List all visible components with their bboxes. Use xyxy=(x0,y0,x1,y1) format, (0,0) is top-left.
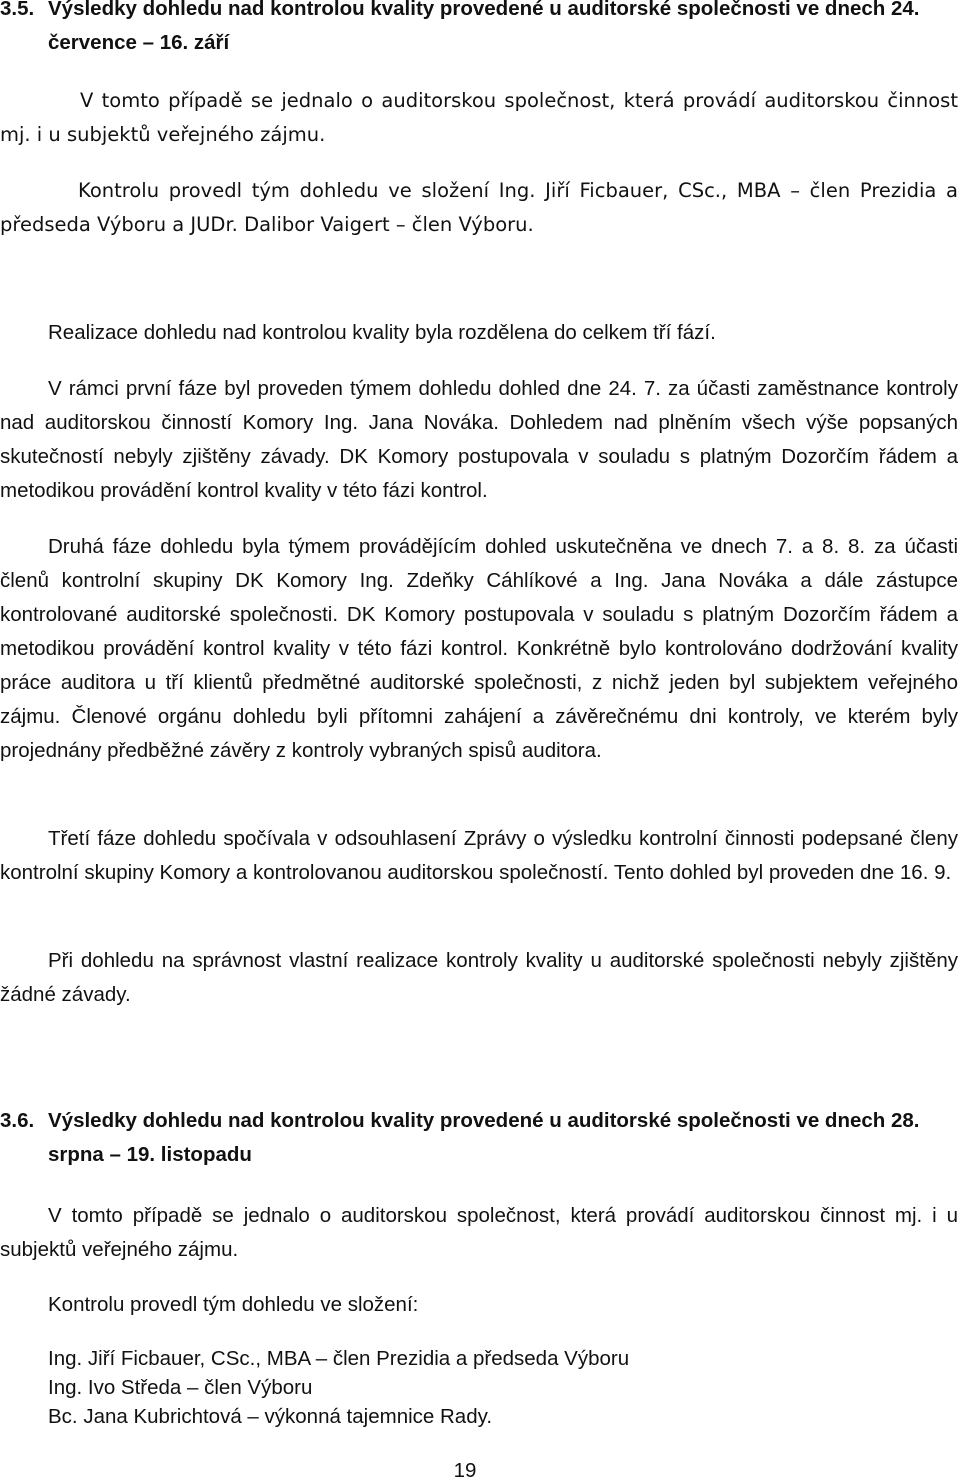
paragraph-intro: V tomto případě se jednalo o auditorskou společnost, která provádí auditorskou činnost mj. i u subjektů veřejného zájmu. xyxy=(0,89,958,146)
team-member: Ing. Jiří Ficbauer, CSc., MBA – člen Prezidia a předseda Výboru xyxy=(48,1347,630,1370)
page-number: 19 xyxy=(453,1459,477,1482)
section-heading-3-6 xyxy=(0,1104,958,1172)
section-number: 3.6. xyxy=(0,1109,35,1132)
paragraph-phase-3: Třetí fáze dohledu spočívala v odsouhlasení Zprávy o výsledku kontrolní činnosti podepsané členy kontrolní skupiny Komory a kontrolovanou auditorskou společností. Tento dohled byl proveden dne 16. 9. xyxy=(0,827,958,884)
section-title: Výsledky dohledu nad kontrolou kvality provedené u auditorské společnosti ve dnech 24. července – 16. září xyxy=(48,0,920,54)
paragraph-intro: V tomto případě se jednalo o auditorskou společnost, která provádí auditorskou činnost mj. i u subjektů veřejného zájmu. xyxy=(0,1204,958,1261)
paragraph-team-label: Kontrolu provedl tým dohledu ve složení: xyxy=(48,1293,419,1316)
paragraph-team: Kontrolu provedl tým dohledu ve složení Ing. Jiří Ficbauer, CSc., MBA – člen Prezidia a předseda Výboru a JUDr. Dalibor Vaigert – člen Výboru. xyxy=(0,179,958,236)
paragraph-phases-intro: Realizace dohledu nad kontrolou kvality byla rozdělena do celkem tří fází. xyxy=(48,321,716,344)
team-member-list xyxy=(48,1344,948,1431)
section-title: Výsledky dohledu nad kontrolou kvality provedené u auditorské společnosti ve dnech 28. srpna – 19. listopadu xyxy=(48,1109,920,1166)
team-member: Bc. Jana Kubrichtová – výkonná tajemnice Rady. xyxy=(48,1405,493,1428)
paragraph-phase-2: Druhá fáze dohledu byla týmem provádějícím dohled uskutečněna ve dnech 7. a 8. 8. za účasti členů kontrolní skupiny DK Komory Ing. Zdeňky Cáhlíkové a Ing. Jana Nováka a dále zástupce kontrolované auditorské společnosti. DK Komory postupovala v souladu s platným Dozorčím řádem a metodikou provádění kontrol kvality v této fázi kontrol. Konkrétně bylo kontrolováno dodržování kvality práce auditora u tří klientů předmětné auditorské společnosti, z nichž jeden byl subjektem veřejného zájmu. Členové orgánu dohledu byli přítomni zahájení a závěrečnému dni kontroly, ve kterém byly projednány předběžné závěry z kontroly vybraných spisů auditora. xyxy=(0,535,958,762)
section-number: 3.5. xyxy=(0,0,35,20)
team-member: Ing. Ivo Středa – člen Výboru xyxy=(48,1376,313,1399)
paragraph-phase-1: V rámci první fáze byl proveden týmem dohledu dohled dne 24. 7. za účasti zaměstnance kontroly nad auditorskou činností Komory Ing. Jana Nováka. Dohledem nad plněním všech výše popsaných skutečností nebyly zjištěny závady. DK Komory postupovala v souladu s platným Dozorčím řádem a metodikou provádění kontrol kvality v této fázi kontrol. xyxy=(0,377,958,502)
paragraph-conclusion: Při dohledu na správnost vlastní realizace kontroly kvality u auditorské společnosti nebyly zjištěny žádné závady. xyxy=(0,949,958,1006)
section-heading-3-5 xyxy=(0,0,958,60)
